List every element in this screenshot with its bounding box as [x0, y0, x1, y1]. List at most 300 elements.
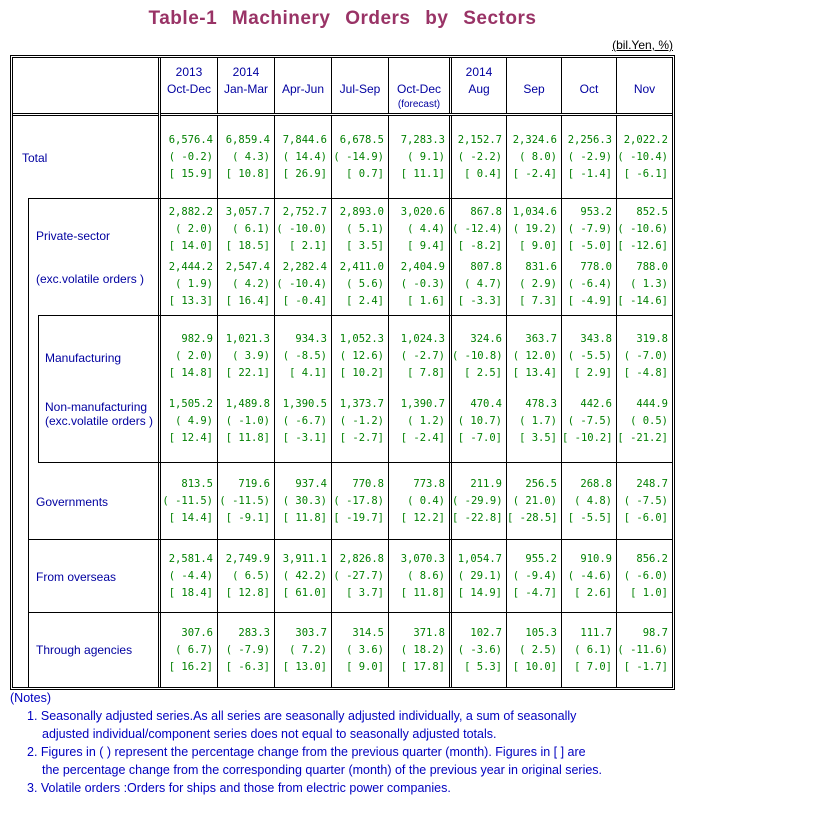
data-cell — [507, 116, 562, 198]
data-cell — [161, 199, 218, 315]
cell-value: 319.8 — [636, 333, 668, 346]
cell-yoy-change: [ 7.3] — [519, 294, 557, 307]
column-header-apr-jun — [275, 58, 332, 113]
data-cell — [332, 540, 389, 612]
column-header-jan-mar — [218, 58, 275, 113]
cell-qoq-change: ( -7.9) — [567, 223, 612, 236]
cell-group-total — [161, 132, 217, 183]
cell-group-exc-volatile-orders — [507, 259, 561, 310]
cell-value: 2,411.0 — [339, 260, 384, 273]
cell-yoy-change: [ 1.0] — [630, 586, 668, 599]
cell-qoq-change: ( 6.5) — [232, 569, 270, 582]
cell-yoy-change: [ -5.0] — [567, 240, 612, 253]
data-cell — [161, 463, 218, 539]
cell-qoq-change: ( -11.6) — [617, 643, 668, 656]
data-cell — [218, 316, 275, 462]
cell-qoq-change: ( 9.1) — [407, 150, 445, 163]
cell-qoq-change: ( 2.0) — [175, 223, 213, 236]
cell-yoy-change: [ 7.0] — [574, 660, 612, 673]
cell-yoy-change: [ -4.9] — [567, 294, 612, 307]
row-label-text: Governments — [36, 494, 109, 509]
cell-yoy-change: [ -8.2] — [457, 240, 502, 253]
row-label-block — [13, 116, 158, 199]
cell-yoy-change: [ 9.0] — [346, 660, 384, 673]
cell-qoq-change: ( -17.8) — [333, 494, 384, 507]
cell-qoq-change: ( 8.0) — [519, 150, 557, 163]
cell-group-through-agencies — [218, 625, 274, 676]
cell-qoq-change: ( 6.1) — [232, 223, 270, 236]
column-period: Oct-Dec — [166, 82, 211, 96]
cell-yoy-change: [ -10.2] — [562, 431, 613, 444]
machinery-orders-table — [10, 55, 675, 690]
cell-group-from-overseas — [507, 551, 561, 602]
cell-qoq-change: ( 1.9) — [175, 277, 213, 290]
data-cell — [275, 613, 332, 687]
table-row-group — [161, 613, 672, 687]
cell-group-non-manufacturing — [452, 396, 506, 447]
row-label-column — [13, 58, 161, 687]
cell-qoq-change: ( -3.6) — [457, 643, 502, 656]
cell-value: 444.9 — [636, 397, 668, 410]
data-cell — [562, 463, 617, 539]
cell-value: 2,282.4 — [282, 260, 327, 273]
cell-value: 788.0 — [636, 260, 668, 273]
cell-group-manufacturing — [452, 331, 506, 382]
note-line: 2. Figures in ( ) represent the percentage change from the previous quarter (month). Figures in [ ] are — [27, 745, 586, 759]
cell-group-from-overseas — [389, 551, 449, 602]
data-cell — [275, 316, 332, 462]
cell-qoq-change: ( -2.7) — [400, 350, 445, 363]
cell-yoy-change: [ 2.5] — [464, 367, 502, 380]
cell-yoy-change: [ 12.2] — [400, 511, 445, 524]
data-cell — [218, 199, 275, 315]
cell-qoq-change: ( 12.6) — [339, 350, 384, 363]
cell-group-total — [562, 132, 616, 183]
cell-qoq-change: ( -7.9) — [225, 643, 270, 656]
cell-qoq-change: ( -9.4) — [512, 569, 557, 582]
cell-qoq-change: ( -4.6) — [567, 569, 612, 582]
cell-value: 831.6 — [525, 260, 557, 273]
cell-qoq-change: ( -11.5) — [219, 494, 270, 507]
cell-group-non-manufacturing — [161, 396, 217, 447]
row-label-manufacturing — [13, 351, 158, 365]
note-line: 3. Volatile orders :Orders for ships and those from electric power companies. — [27, 781, 451, 795]
cell-qoq-change: ( -6.7) — [282, 414, 327, 427]
cell-qoq-change: ( 12.0) — [512, 350, 557, 363]
cell-group-non-manufacturing — [332, 396, 388, 447]
cell-yoy-change: [ -9.1] — [225, 511, 270, 524]
cell-yoy-change: [ 2.9] — [574, 367, 612, 380]
cell-value: 1,505.2 — [168, 397, 213, 410]
cell-qoq-change: ( 7.2) — [289, 643, 327, 656]
data-cell — [218, 613, 275, 687]
row-label-through-agencies — [13, 643, 158, 657]
cell-value: 2,404.9 — [400, 260, 445, 273]
cell-group-governments — [562, 476, 616, 527]
cell-group-governments — [452, 476, 506, 527]
row-label-text: (exc.volatile orders ) — [45, 414, 154, 428]
table-row-group — [161, 199, 672, 316]
cell-value: 2,826.8 — [339, 552, 384, 565]
note-line: (Notes) — [10, 691, 51, 705]
cell-qoq-change: ( 2.9) — [519, 277, 557, 290]
cell-qoq-change: ( 1.3) — [630, 277, 668, 290]
data-cell — [332, 316, 389, 462]
cell-value: 102.7 — [470, 626, 502, 639]
cell-qoq-change: ( -10.4) — [276, 277, 327, 290]
cell-qoq-change: ( 42.2) — [282, 569, 327, 582]
cell-yoy-change: [ 11.8] — [225, 431, 270, 444]
cell-value: 2,547.4 — [225, 260, 270, 273]
data-cell — [507, 199, 562, 315]
column-period: Oct-Dec — [396, 82, 441, 96]
unit-note: (bil.Yen, %) — [612, 38, 673, 52]
cell-group-through-agencies — [332, 625, 388, 676]
cell-group-manufacturing — [161, 331, 217, 382]
table-row-group — [161, 116, 672, 199]
data-cell — [617, 199, 672, 315]
cell-yoy-change: [ 11.8] — [400, 586, 445, 599]
column-period: Apr-Jun — [281, 82, 325, 96]
cell-yoy-change: [ 17.8] — [400, 660, 445, 673]
cell-value: 1,024.3 — [400, 333, 445, 346]
cell-group-from-overseas — [617, 551, 672, 602]
data-cell — [617, 463, 672, 539]
data-cell — [275, 540, 332, 612]
cell-value: 2,893.0 — [339, 206, 384, 219]
cell-yoy-change: [ -22.8] — [452, 511, 503, 524]
cell-qoq-change: ( -5.5) — [567, 350, 612, 363]
cell-group-private-sector — [562, 204, 616, 255]
cell-qoq-change: ( -7.5) — [623, 494, 668, 507]
cell-yoy-change: [ -6.1] — [623, 167, 668, 180]
cell-yoy-change: [ 13.3] — [168, 294, 213, 307]
data-cell — [332, 116, 389, 198]
cell-yoy-change: [ 0.4] — [464, 167, 502, 180]
cell-qoq-change: ( 8.6) — [407, 569, 445, 582]
data-cell — [218, 540, 275, 612]
column-header-oct-dec — [161, 58, 218, 113]
data-cell — [452, 199, 507, 315]
cell-group-non-manufacturing — [218, 396, 274, 447]
cell-yoy-change: [ 10.8] — [225, 167, 270, 180]
cell-qoq-change: ( -4.4) — [168, 569, 213, 582]
cell-yoy-change: [ 12.8] — [225, 586, 270, 599]
cell-qoq-change: ( 6.1) — [574, 643, 612, 656]
cell-group-private-sector — [389, 204, 449, 255]
cell-yoy-change: [ 9.0] — [519, 240, 557, 253]
data-cell — [161, 116, 218, 198]
row-label-from-overseas — [13, 570, 158, 584]
cell-value: 2,022.2 — [623, 133, 668, 146]
column-header-nov — [617, 58, 672, 113]
data-cell — [389, 116, 452, 198]
cell-group-governments — [617, 476, 672, 527]
cell-value: 303.7 — [295, 626, 327, 639]
row-label-block — [13, 199, 158, 316]
data-cell — [452, 116, 507, 198]
cell-group-through-agencies — [452, 625, 506, 676]
table-row-group — [161, 316, 672, 463]
data-cell — [617, 540, 672, 612]
column-period: Nov — [633, 82, 656, 96]
cell-value: 2,324.6 — [512, 133, 557, 146]
cell-group-through-agencies — [617, 625, 672, 676]
note-line: the percentage change from the corresponding quarter (month) of the previous year in original series. — [42, 763, 603, 777]
cell-qoq-change: ( 5.1) — [346, 223, 384, 236]
cell-group-private-sector — [452, 204, 506, 255]
cell-group-exc-volatile-orders — [617, 259, 672, 310]
cell-yoy-change: [ 14.0] — [168, 240, 213, 253]
cell-group-non-manufacturing — [617, 396, 672, 447]
nesting-line — [28, 198, 161, 199]
cell-yoy-change: [ 12.4] — [168, 431, 213, 444]
column-year: 2014 — [232, 65, 260, 79]
cell-yoy-change: [ -2.7] — [339, 431, 384, 444]
cell-yoy-change: [ 14.8] — [168, 367, 213, 380]
cell-group-from-overseas — [275, 551, 331, 602]
cell-yoy-change: [ 2.1] — [289, 240, 327, 253]
data-cell — [562, 540, 617, 612]
data-cell — [275, 116, 332, 198]
cell-value: 813.5 — [181, 477, 213, 490]
cell-value: 6,859.4 — [225, 133, 270, 146]
cell-qoq-change: ( 10.7) — [457, 414, 502, 427]
column-period: Sep — [523, 82, 545, 96]
cell-qoq-change: ( 4.9) — [175, 414, 213, 427]
cell-group-manufacturing — [218, 331, 274, 382]
cell-yoy-change: [ 14.4] — [168, 511, 213, 524]
cell-group-through-agencies — [562, 625, 616, 676]
column-subnote: (forecast) — [397, 99, 441, 110]
column-year: 2014 — [465, 65, 493, 79]
cell-qoq-change: ( -2.9) — [567, 150, 612, 163]
nesting-line — [28, 539, 161, 540]
cell-group-private-sector — [218, 204, 274, 255]
cell-yoy-change: [ -19.7] — [333, 511, 384, 524]
cell-value: 1,021.3 — [225, 333, 270, 346]
data-cell — [218, 116, 275, 198]
cell-value: 371.8 — [413, 626, 445, 639]
data-cell — [389, 316, 452, 462]
cell-yoy-change: [ 11.1] — [400, 167, 445, 180]
cell-value: 478.3 — [525, 397, 557, 410]
cell-yoy-change: [ -1.4] — [567, 167, 612, 180]
cell-value: 314.5 — [352, 626, 384, 639]
cell-value: 773.8 — [413, 477, 445, 490]
cell-yoy-change: [ 61.0] — [282, 586, 327, 599]
cell-qoq-change: ( 18.2) — [400, 643, 445, 656]
data-cell — [452, 613, 507, 687]
cell-group-non-manufacturing — [275, 396, 331, 447]
cell-group-exc-volatile-orders — [275, 259, 331, 310]
cell-yoy-change: [ 5.3] — [464, 660, 502, 673]
cell-group-from-overseas — [332, 551, 388, 602]
cell-qoq-change: ( -7.5) — [567, 414, 612, 427]
cell-group-private-sector — [507, 204, 561, 255]
cell-value: 2,752.7 — [282, 206, 327, 219]
cell-group-manufacturing — [507, 331, 561, 382]
cell-yoy-change: [ 2.4] — [346, 294, 384, 307]
data-cell — [275, 199, 332, 315]
cell-yoy-change: [ -0.4] — [282, 294, 327, 307]
cell-yoy-change: [ -4.8] — [623, 367, 668, 380]
cell-yoy-change: [ 4.1] — [289, 367, 327, 380]
cell-value: 283.3 — [238, 626, 270, 639]
cell-value: 2,444.2 — [168, 260, 213, 273]
cell-value: 937.4 — [295, 477, 327, 490]
cell-value: 852.5 — [636, 206, 668, 219]
cell-yoy-change: [ 3.5] — [346, 240, 384, 253]
cell-qoq-change: ( -12.4) — [452, 223, 503, 236]
cell-yoy-change: [ 7.8] — [407, 367, 445, 380]
cell-value: 248.7 — [636, 477, 668, 490]
cell-yoy-change: [ 1.6] — [407, 294, 445, 307]
nesting-line — [38, 315, 161, 316]
cell-qoq-change: ( -0.3) — [400, 277, 445, 290]
cell-yoy-change: [ 13.0] — [282, 660, 327, 673]
cell-value: 2,882.2 — [168, 206, 213, 219]
cell-value: 807.8 — [470, 260, 502, 273]
cell-yoy-change: [ -3.3] — [457, 294, 502, 307]
cell-qoq-change: ( 0.5) — [630, 414, 668, 427]
cell-group-private-sector — [617, 204, 672, 255]
cell-qoq-change: ( 1.7) — [519, 414, 557, 427]
cell-qoq-change: ( -0.2) — [168, 150, 213, 163]
cell-value: 6,576.4 — [168, 133, 213, 146]
cell-qoq-change: ( 21.0) — [512, 494, 557, 507]
cell-qoq-change: ( 4.8) — [574, 494, 612, 507]
row-label-block — [13, 463, 158, 540]
notes-section — [10, 689, 805, 797]
cell-value: 3,911.1 — [282, 552, 327, 565]
cell-qoq-change: ( -1.0) — [225, 414, 270, 427]
column-period: Jul-Sep — [339, 82, 381, 96]
cell-value: 3,070.3 — [400, 552, 445, 565]
cell-qoq-change: ( -14.9) — [333, 150, 384, 163]
cell-value: 470.4 — [470, 397, 502, 410]
cell-yoy-change: [ -5.5] — [567, 511, 612, 524]
cell-qoq-change: ( 2.5) — [519, 643, 557, 656]
cell-qoq-change: ( 4.3) — [232, 150, 270, 163]
column-year: 2013 — [175, 65, 203, 79]
cell-value: 1,054.7 — [457, 552, 502, 565]
cell-value: 1,390.7 — [400, 397, 445, 410]
cell-group-from-overseas — [562, 551, 616, 602]
cell-value: 2,256.3 — [567, 133, 612, 146]
row-label-text: (exc.volatile orders ) — [36, 272, 145, 287]
cell-yoy-change: [ -14.6] — [617, 294, 668, 307]
cell-group-governments — [389, 476, 449, 527]
cell-value: 111.7 — [580, 626, 612, 639]
row-label-block — [13, 540, 158, 613]
cell-qoq-change: ( -10.8) — [452, 350, 503, 363]
row-label-governments — [13, 495, 158, 509]
cell-qoq-change: ( 3.9) — [232, 350, 270, 363]
cell-yoy-change: [ 18.5] — [225, 240, 270, 253]
row-label-text: Private-sector — [36, 228, 111, 243]
data-cell — [161, 316, 218, 462]
cell-group-through-agencies — [507, 625, 561, 676]
cell-value: 867.8 — [470, 206, 502, 219]
cell-yoy-change: [ -2.4] — [512, 167, 557, 180]
cell-yoy-change: [ 10.0] — [512, 660, 557, 673]
cell-value: 324.6 — [470, 333, 502, 346]
cell-group-from-overseas — [452, 551, 506, 602]
cell-yoy-change: [ 26.9] — [282, 167, 327, 180]
cell-yoy-change: [ -3.1] — [282, 431, 327, 444]
table-row-group — [161, 540, 672, 613]
cell-qoq-change: ( -29.9) — [452, 494, 503, 507]
data-cell — [617, 613, 672, 687]
cell-value: 934.3 — [295, 333, 327, 346]
cell-group-governments — [332, 476, 388, 527]
cell-value: 1,390.5 — [282, 397, 327, 410]
cell-group-total — [389, 132, 449, 183]
note-line: adjusted individual/component series does not equal to seasonally adjusted totals. — [42, 727, 497, 741]
cell-group-total — [452, 132, 506, 183]
cell-yoy-change: [ -28.5] — [507, 511, 558, 524]
data-cell — [389, 613, 452, 687]
data-cell — [389, 199, 452, 315]
cell-yoy-change: [ 18.4] — [168, 586, 213, 599]
cell-yoy-change: [ 13.4] — [512, 367, 557, 380]
cell-qoq-change: ( -2.2) — [457, 150, 502, 163]
cell-qoq-change: ( 6.7) — [175, 643, 213, 656]
cell-group-manufacturing — [617, 331, 672, 382]
cell-group-manufacturing — [275, 331, 331, 382]
cell-qoq-change: ( 4.4) — [407, 223, 445, 236]
cell-qoq-change: ( 2.0) — [175, 350, 213, 363]
cell-yoy-change: [ 11.8] — [282, 511, 327, 524]
cell-group-total — [275, 132, 331, 183]
row-label-total — [13, 151, 158, 165]
nesting-line — [38, 462, 161, 463]
data-cell — [562, 316, 617, 462]
data-cell — [332, 463, 389, 539]
cell-value: 1,373.7 — [339, 397, 384, 410]
cell-value: 856.2 — [636, 552, 668, 565]
column-header-jul-sep — [332, 58, 389, 113]
cell-value: 307.6 — [181, 626, 213, 639]
cell-qoq-change: ( -6.4) — [567, 277, 612, 290]
cell-value: 256.5 — [525, 477, 557, 490]
data-cell — [332, 613, 389, 687]
cell-yoy-change: [ 2.6] — [574, 586, 612, 599]
cell-value: 98.7 — [642, 626, 668, 639]
data-cell — [389, 540, 452, 612]
cell-yoy-change: [ 16.4] — [225, 294, 270, 307]
cell-value: 953.2 — [580, 206, 612, 219]
cell-yoy-change: [ 15.9] — [168, 167, 213, 180]
cell-group-total — [507, 132, 561, 183]
cell-group-total — [218, 132, 274, 183]
cell-yoy-change: [ -6.3] — [225, 660, 270, 673]
data-cell — [507, 613, 562, 687]
row-label-text: Through agencies — [36, 643, 133, 657]
cell-value: 105.3 — [525, 626, 557, 639]
cell-yoy-change: [ -2.4] — [400, 431, 445, 444]
cell-group-non-manufacturing — [389, 396, 449, 447]
cell-qoq-change: ( -11.5) — [162, 494, 213, 507]
cell-group-through-agencies — [161, 625, 217, 676]
cell-yoy-change: [ 3.5] — [519, 431, 557, 444]
data-cell — [507, 540, 562, 612]
cell-yoy-change: [ 3.7] — [346, 586, 384, 599]
data-columns — [161, 58, 672, 687]
cell-qoq-change: ( 4.2) — [232, 277, 270, 290]
row-label-private-sector — [13, 229, 158, 243]
